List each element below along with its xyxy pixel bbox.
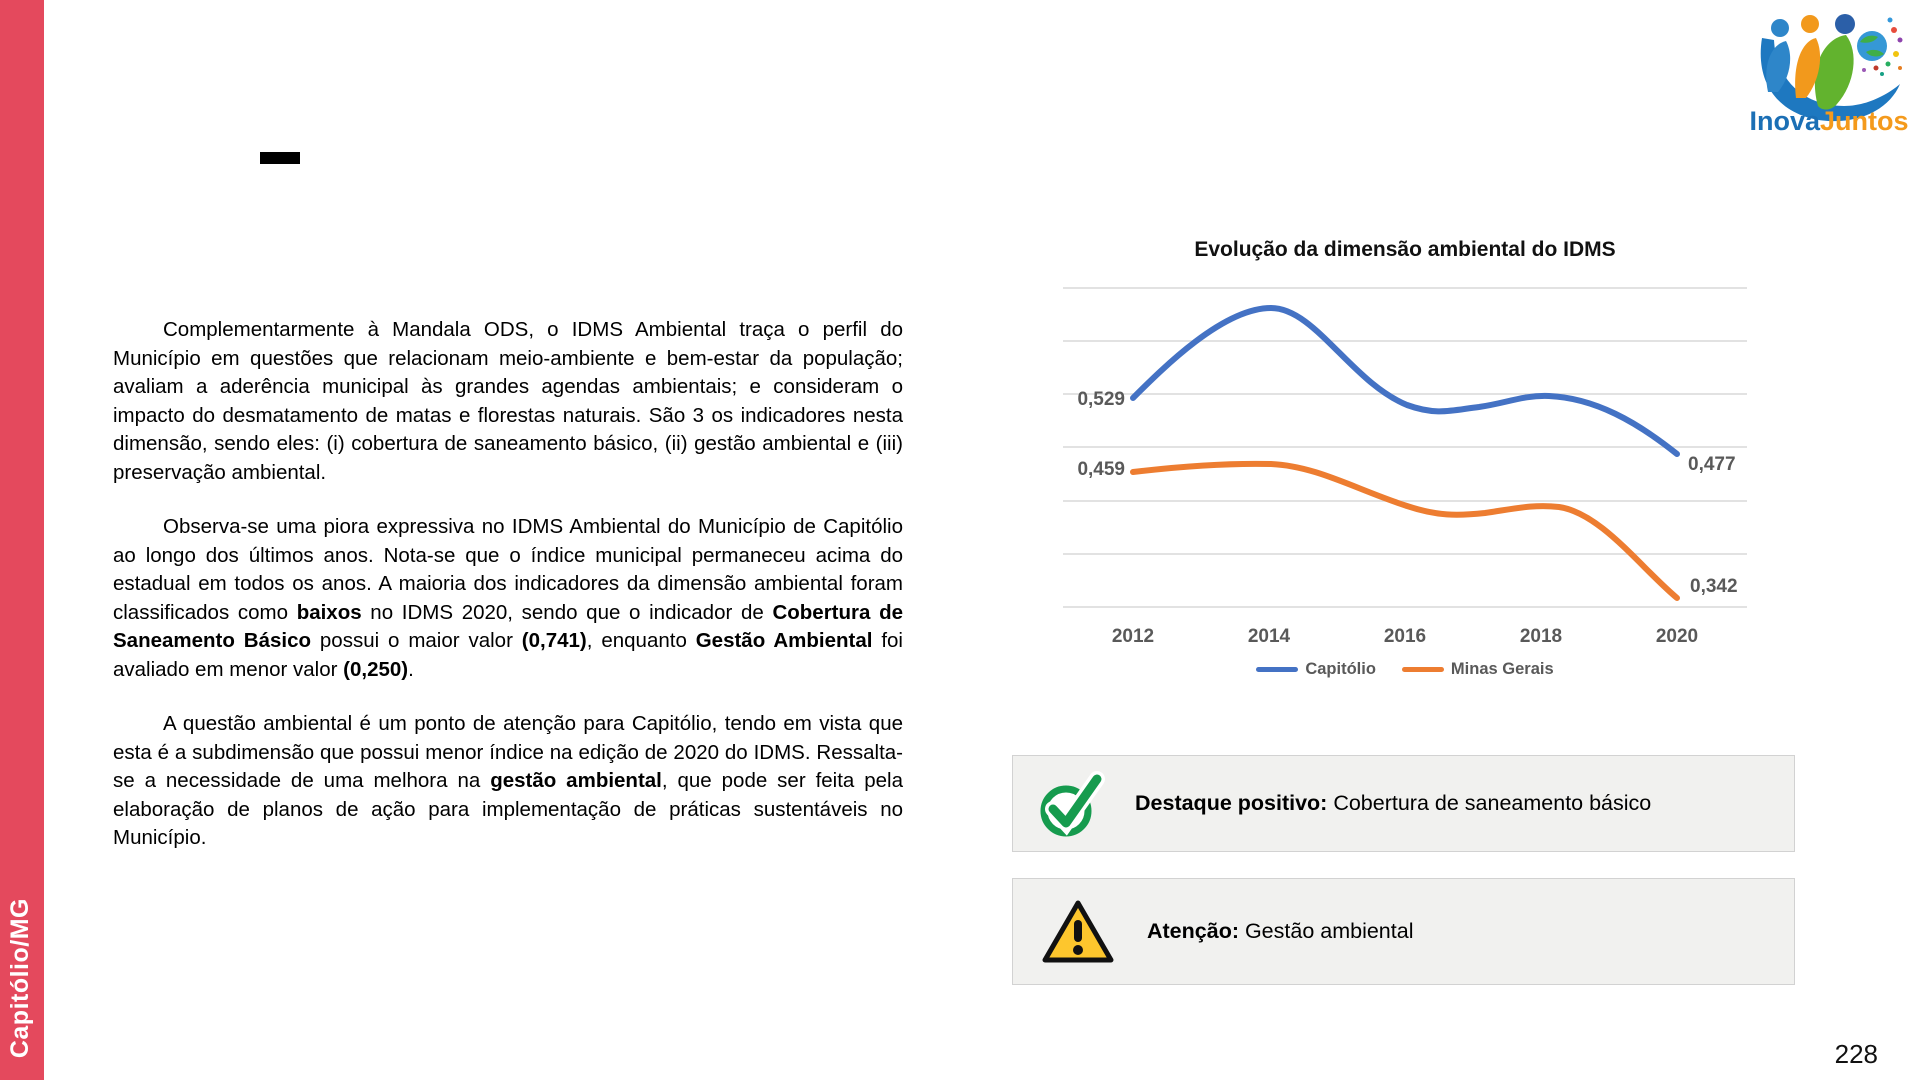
inovajuntos-logo-icon [1748, 8, 1912, 138]
dot [1880, 72, 1884, 76]
callout-positive [1012, 755, 1795, 852]
dot [1898, 66, 1902, 70]
paragraph-2 [113, 513, 903, 684]
legend-item-minas-gerais [1402, 660, 1554, 679]
p2-seg-bold: (0,741) [521, 629, 587, 652]
callout-positive-label: Destaque positivo: [1135, 791, 1328, 815]
tick-2018: 2018 [1519, 626, 1563, 647]
green-figure-body [1815, 35, 1854, 110]
p3-seg: A questão ambiental é um ponto de atenção para Capitólio, tendo em vista que esta é a subdimensão que possui menor índice na edição de 2020 do IDMS. Ressalta-se a necessidade de uma melhora na [113, 712, 903, 792]
p2-seg: , enquanto [586, 629, 696, 652]
callout-warning-text [1147, 919, 1413, 944]
municipality-band [0, 0, 44, 1080]
p2-seg: no IDMS 2020, sendo que o indicador de [361, 600, 773, 624]
page-number: 228 [1834, 1039, 1878, 1069]
check-circle-icon [1039, 770, 1105, 838]
inovajuntos-logo [1748, 8, 1912, 138]
dot [1893, 51, 1899, 57]
legend-swatch-minas-gerais [1402, 667, 1444, 672]
callout-positive-value: Cobertura de saneamento básico [1327, 791, 1652, 815]
p2-seg-bold: Cobertura de Saneamento Básico [113, 600, 903, 652]
callout-warning-value: Gestão ambiental [1238, 919, 1414, 943]
dot [1898, 38, 1903, 43]
legend-swatch-capitolio [1256, 667, 1298, 672]
gridlines [1063, 288, 1747, 607]
tick-2020: 2020 [1655, 626, 1699, 647]
dot [1874, 66, 1879, 71]
tick-2014: 2014 [1247, 626, 1291, 647]
dot [1886, 62, 1891, 67]
p2-seg: . [408, 657, 414, 681]
callout-warning-label: Atenção: [1147, 919, 1239, 943]
p3-seg-bold: gestão ambiental [490, 769, 662, 792]
p2-seg-bold: baixos [296, 600, 362, 624]
label-capitolio-2020: 0,477 [1688, 454, 1736, 475]
label-minas-2012: 0,459 [1077, 459, 1125, 480]
line-minas-gerais [1133, 464, 1677, 598]
logo-wordmark [1749, 106, 1908, 136]
x-axis-labels [1112, 626, 1698, 647]
chart-plot-area [1055, 276, 1755, 654]
orange-figure-head [1801, 15, 1819, 33]
dot [1891, 27, 1897, 33]
p2-seg-bold: (0,250) [343, 657, 409, 681]
chart-title: Evolução da dimensão ambiental do IDMS [1194, 238, 1616, 261]
callout-positive-text [1135, 791, 1651, 816]
tick-2012: 2012 [1111, 626, 1155, 647]
darkblue-figure-head [1835, 14, 1855, 34]
dot [1888, 18, 1893, 23]
p2-seg-bold: Gestão Ambiental [695, 629, 873, 652]
chart-legend [1055, 660, 1755, 679]
point-labels [1077, 389, 1737, 597]
idms-chart [1055, 238, 1755, 679]
p2-seg: foi avaliado em menor valor [113, 629, 903, 681]
p2-seg: Observa-se uma piora expressiva no IDMS Ambiental do Município de Capitólio ao longo dos últimos anos. Nota-se que o índice municipal permaneceu acima do estadual em todos os anos. A maioria dos indicadores da dimensão ambiental foram classificados como [113, 515, 903, 624]
paragraph-1 [113, 316, 903, 487]
tick-2016: 2016 [1383, 626, 1427, 647]
paragraph-1-text: Complementarmente à Mandala ODS, o IDMS Ambiental traça o perfil do Município em questões que relacionam meio-ambiente e bem-estar da população; avaliam a aderência municipal às grandes agendas ambientais; e consideram o impacto do desmatamento de matas e florestas naturais. São 3 os indicadores nesta dimensão, sendo eles: (i) cobertura de saneamento básico, (ii) gestão ambiental e (iii) preservação ambiental. [113, 318, 903, 484]
p2-seg: possui o maior valor [311, 629, 522, 652]
line-capitolio [1133, 308, 1677, 454]
logo-word-inova: Inova [1749, 106, 1821, 136]
body-text-column [113, 316, 903, 879]
globe-icon [1857, 31, 1887, 61]
municipality-label: Capitólio/MG [6, 897, 34, 1058]
legend-label-minas-gerais: Minas Gerais [1450, 660, 1554, 678]
legend-label-capitolio: Capitólio [1305, 660, 1376, 678]
dash-marker [260, 152, 300, 164]
callout-warning [1012, 878, 1795, 985]
p3-seg: , que pode ser feita pela elaboração de planos de ação para implementação de práticas sustentáveis no Município. [113, 769, 903, 849]
dot [1862, 68, 1866, 72]
legend-item-capitolio [1256, 660, 1376, 679]
warning-triangle-icon [1039, 896, 1117, 968]
logo-word-juntos: Juntos [1820, 106, 1909, 136]
blue-figure-head [1771, 19, 1789, 37]
paragraph-3 [113, 710, 903, 853]
label-capitolio-2012: 0,529 [1077, 389, 1125, 410]
label-minas-2020: 0,342 [1690, 576, 1738, 597]
